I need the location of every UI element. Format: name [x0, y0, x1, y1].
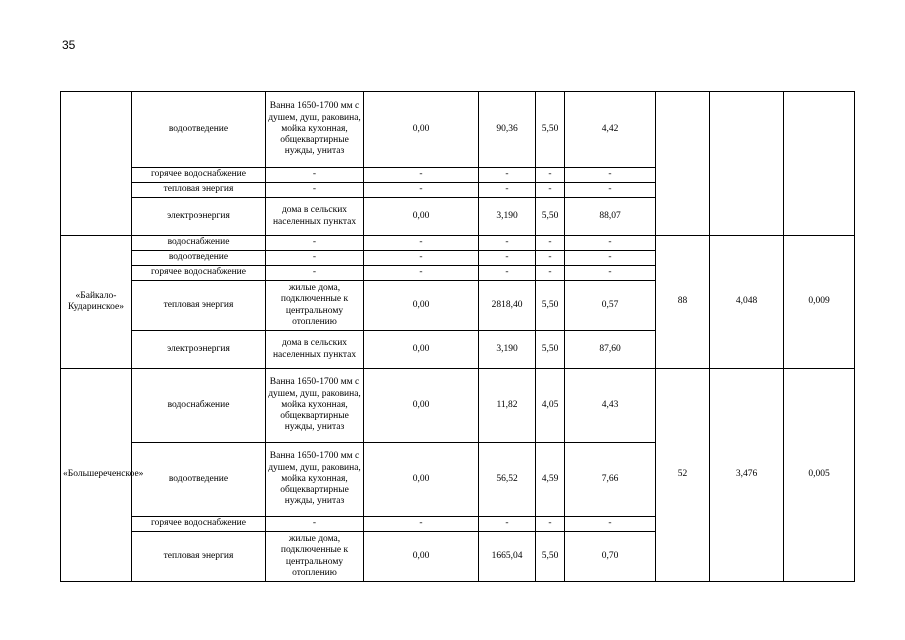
value-cell: -: [565, 168, 656, 183]
value-cell: 0,00: [364, 369, 479, 443]
value-cell: -: [364, 236, 479, 251]
settlement-name: «Большереченское»: [61, 369, 132, 582]
value-cell: -: [479, 251, 536, 266]
value-cell: -: [536, 168, 565, 183]
value-cell: -: [479, 266, 536, 281]
fixtures-cell: -: [266, 183, 364, 198]
value-cell: 4,59: [536, 443, 565, 517]
value-cell: -: [479, 236, 536, 251]
value-cell: -: [565, 251, 656, 266]
table-row: [61, 369, 855, 443]
table-row: [61, 236, 855, 251]
value-cell: -: [536, 251, 565, 266]
service-cell: водоотведение: [132, 92, 266, 168]
value-cell: -: [364, 517, 479, 532]
summary-value: 52: [656, 369, 710, 582]
summary-value: 88: [656, 236, 710, 369]
value-cell: -: [536, 517, 565, 532]
fixtures-cell: жилые дома, подключенные к центральному отоплению: [266, 532, 364, 582]
value-cell: 4,43: [565, 369, 656, 443]
fixtures-cell: -: [266, 251, 364, 266]
value-cell: 0,00: [364, 92, 479, 168]
fixtures-cell: жилые дома, подключенные к центральному отоплению: [266, 281, 364, 331]
value-cell: 87,60: [565, 331, 656, 369]
value-cell: -: [364, 266, 479, 281]
value-cell: 5,50: [536, 331, 565, 369]
value-cell: 1665,04: [479, 532, 536, 582]
value-cell: -: [364, 168, 479, 183]
summary-cell-empty: [710, 92, 784, 236]
service-cell: тепловая энергия: [132, 281, 266, 331]
value-cell: 5,50: [536, 532, 565, 582]
settlement-name: «Байкало-Кударинское»: [61, 236, 132, 369]
settlement-cell-empty: [61, 92, 132, 236]
value-cell: 7,66: [565, 443, 656, 517]
value-cell: 0,00: [364, 198, 479, 236]
value-cell: -: [479, 183, 536, 198]
fixtures-cell: -: [266, 236, 364, 251]
value-cell: -: [536, 266, 565, 281]
value-cell: 11,82: [479, 369, 536, 443]
fixtures-cell: -: [266, 168, 364, 183]
value-cell: 0,57: [565, 281, 656, 331]
value-cell: -: [536, 236, 565, 251]
summary-cell-empty: [656, 92, 710, 236]
service-cell: тепловая энергия: [132, 183, 266, 198]
value-cell: -: [565, 266, 656, 281]
fixtures-cell: -: [266, 517, 364, 532]
value-cell: -: [565, 183, 656, 198]
value-cell: 4,42: [565, 92, 656, 168]
value-cell: 0,00: [364, 281, 479, 331]
value-cell: 3,190: [479, 198, 536, 236]
tariff-table: [60, 91, 855, 582]
value-cell: 0,00: [364, 443, 479, 517]
value-cell: 5,50: [536, 281, 565, 331]
value-cell: 0,00: [364, 532, 479, 582]
value-cell: 0,00: [364, 331, 479, 369]
service-cell: горячее водоснабжение: [132, 168, 266, 183]
value-cell: -: [479, 517, 536, 532]
summary-value: 0,009: [784, 236, 855, 369]
table-row: [61, 92, 855, 168]
summary-value: 4,048: [710, 236, 784, 369]
service-cell: водоснабжение: [132, 236, 266, 251]
value-cell: 90,36: [479, 92, 536, 168]
value-cell: -: [364, 183, 479, 198]
service-cell: водоснабжение: [132, 369, 266, 443]
service-cell: водоотведение: [132, 443, 266, 517]
value-cell: 5,50: [536, 92, 565, 168]
fixtures-cell: Ванна 1650-1700 мм с душем, душ, раковина, мойка кухонная, общеквартирные нужды, унитаз: [266, 92, 364, 168]
service-cell: тепловая энергия: [132, 532, 266, 582]
service-cell: электроэнергия: [132, 198, 266, 236]
service-cell: горячее водоснабжение: [132, 266, 266, 281]
value-cell: 88,07: [565, 198, 656, 236]
fixtures-cell: дома в сельских населенных пунктах: [266, 198, 364, 236]
service-cell: горячее водоснабжение: [132, 517, 266, 532]
fixtures-cell: дома в сельских населенных пунктах: [266, 331, 364, 369]
page-number: 35: [62, 38, 76, 52]
fixtures-cell: Ванна 1650-1700 мм с душем, душ, раковина, мойка кухонная, общеквартирные нужды, унитаз: [266, 443, 364, 517]
fixtures-cell: -: [266, 266, 364, 281]
value-cell: 4,05: [536, 369, 565, 443]
summary-value: 3,476: [710, 369, 784, 582]
value-cell: 3,190: [479, 331, 536, 369]
value-cell: 5,50: [536, 198, 565, 236]
summary-cell-empty: [784, 92, 855, 236]
value-cell: 2818,40: [479, 281, 536, 331]
service-cell: электроэнергия: [132, 331, 266, 369]
value-cell: -: [565, 517, 656, 532]
value-cell: 0,70: [565, 532, 656, 582]
summary-value: 0,005: [784, 369, 855, 582]
service-cell: водоотведение: [132, 251, 266, 266]
value-cell: 56,52: [479, 443, 536, 517]
value-cell: -: [364, 251, 479, 266]
value-cell: -: [536, 183, 565, 198]
fixtures-cell: Ванна 1650-1700 мм с душем, душ, раковина, мойка кухонная, общеквартирные нужды, унитаз: [266, 369, 364, 443]
value-cell: -: [479, 168, 536, 183]
value-cell: -: [565, 236, 656, 251]
